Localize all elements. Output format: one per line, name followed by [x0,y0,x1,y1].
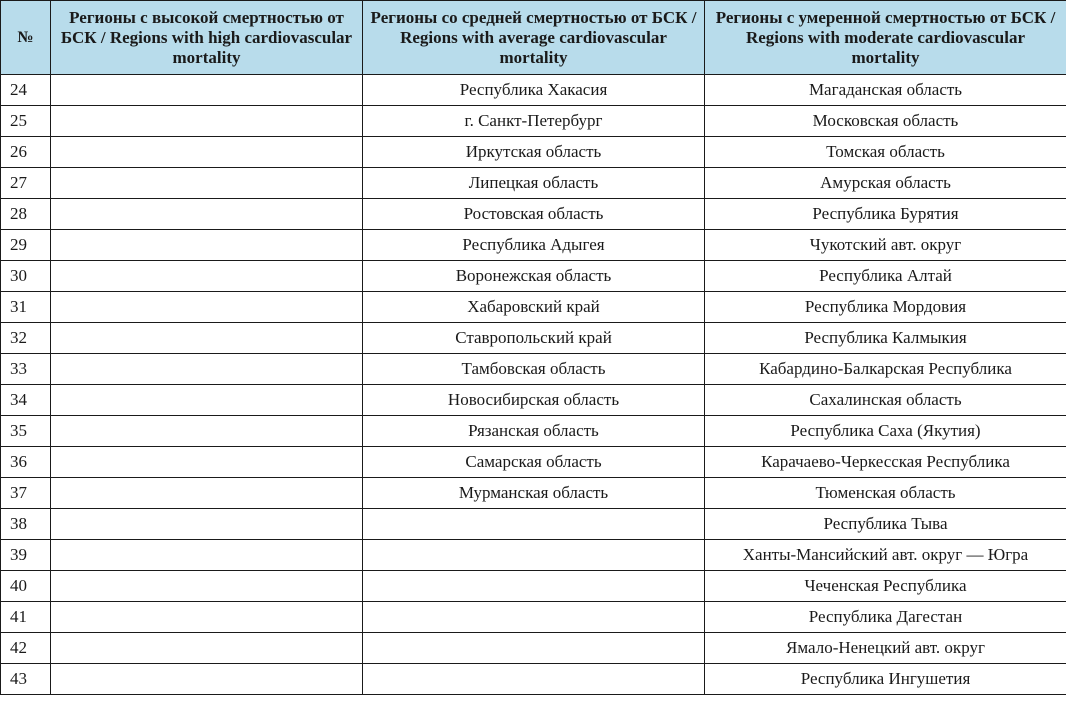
moderate-mortality-cell: Республика Мордовия [705,292,1066,323]
table-row [1,261,1066,292]
row-number-cell: 34 [1,385,51,416]
table-row [1,447,1066,478]
high-mortality-cell [51,602,363,633]
table-row [1,385,1066,416]
average-mortality-cell: Хабаровский край [363,292,705,323]
table-row [1,478,1066,509]
high-mortality-cell [51,137,363,168]
high-mortality-cell [51,447,363,478]
moderate-mortality-cell: Ямало-Ненецкий авт. округ [705,633,1066,664]
row-number-cell: 27 [1,168,51,199]
high-mortality-cell [51,168,363,199]
average-mortality-cell: г. Санкт-Петербург [363,106,705,137]
table-row [1,354,1066,385]
row-number-cell: 35 [1,416,51,447]
average-mortality-cell: Самарская область [363,447,705,478]
moderate-mortality-cell: Амурская область [705,168,1066,199]
high-mortality-cell [51,230,363,261]
table-row [1,540,1066,571]
row-number-cell: 29 [1,230,51,261]
moderate-mortality-cell: Магаданская область [705,75,1066,106]
high-mortality-cell [51,540,363,571]
high-mortality-cell [51,354,363,385]
high-mortality-cell [51,106,363,137]
row-number-cell: 40 [1,571,51,602]
row-number-cell: 33 [1,354,51,385]
row-number-cell: 26 [1,137,51,168]
table-row [1,323,1066,354]
high-mortality-cell [51,664,363,695]
average-mortality-cell [363,602,705,633]
row-number-cell: 31 [1,292,51,323]
high-mortality-cell [51,478,363,509]
average-mortality-cell: Тамбовская область [363,354,705,385]
high-mortality-cell [51,509,363,540]
row-number-cell: 42 [1,633,51,664]
moderate-mortality-cell: Ханты-Мансийский авт. округ — Югра [705,540,1066,571]
average-mortality-cell [363,664,705,695]
high-mortality-cell [51,385,363,416]
moderate-mortality-cell: Республика Калмыкия [705,323,1066,354]
moderate-mortality-cell: Томская область [705,137,1066,168]
moderate-mortality-cell: Республика Дагестан [705,602,1066,633]
average-mortality-cell: Липецкая область [363,168,705,199]
average-mortality-cell: Республика Хакасия [363,75,705,106]
high-mortality-cell [51,416,363,447]
table-row [1,75,1066,106]
table-row [1,106,1066,137]
average-mortality-cell: Рязанская область [363,416,705,447]
high-mortality-cell [51,261,363,292]
row-number-cell: 24 [1,75,51,106]
average-mortality-cell [363,571,705,602]
header-high-mortality: Регионы с высокой смертностью от БСК / Regions with high cardiovascular mortality [51,1,363,75]
row-number-cell: 43 [1,664,51,695]
table-body [1,75,1066,695]
table-row [1,292,1066,323]
moderate-mortality-cell: Республика Саха (Якутия) [705,416,1066,447]
average-mortality-cell: Республика Адыгея [363,230,705,261]
row-number-cell: 36 [1,447,51,478]
high-mortality-cell [51,633,363,664]
header-moderate-mortality: Регионы с умеренной смертностью от БСК / Regions with moderate cardiovascular mortality [705,1,1066,75]
table-row [1,509,1066,540]
high-mortality-cell [51,571,363,602]
table-row [1,199,1066,230]
average-mortality-cell: Воронежская область [363,261,705,292]
header-row [1,1,1066,75]
table-row [1,602,1066,633]
average-mortality-cell: Иркутская область [363,137,705,168]
table-row [1,168,1066,199]
high-mortality-cell [51,323,363,354]
high-mortality-cell [51,292,363,323]
table-row [1,416,1066,447]
high-mortality-cell [51,199,363,230]
header-number: № [1,1,51,75]
row-number-cell: 41 [1,602,51,633]
row-number-cell: 25 [1,106,51,137]
moderate-mortality-cell: Кабардино-Балкарская Республика [705,354,1066,385]
table-row [1,137,1066,168]
high-mortality-cell [51,75,363,106]
header-average-mortality: Регионы со средней смертностью от БСК / Regions with average cardiovascular mortality [363,1,705,75]
average-mortality-cell: Ставропольский край [363,323,705,354]
moderate-mortality-cell: Карачаево-Черкесская Республика [705,447,1066,478]
row-number-cell: 32 [1,323,51,354]
moderate-mortality-cell: Тюменская область [705,478,1066,509]
row-number-cell: 39 [1,540,51,571]
moderate-mortality-cell: Республика Тыва [705,509,1066,540]
moderate-mortality-cell: Республика Ингушетия [705,664,1066,695]
table-row [1,664,1066,695]
average-mortality-cell [363,633,705,664]
average-mortality-cell [363,509,705,540]
moderate-mortality-cell: Сахалинская область [705,385,1066,416]
row-number-cell: 28 [1,199,51,230]
row-number-cell: 37 [1,478,51,509]
moderate-mortality-cell: Чукотский авт. округ [705,230,1066,261]
moderate-mortality-cell: Республика Алтай [705,261,1066,292]
table-row [1,230,1066,261]
average-mortality-cell: Ростовская область [363,199,705,230]
row-number-cell: 30 [1,261,51,292]
table-row [1,571,1066,602]
moderate-mortality-cell: Московская область [705,106,1066,137]
moderate-mortality-cell: Республика Бурятия [705,199,1066,230]
average-mortality-cell [363,540,705,571]
row-number-cell: 38 [1,509,51,540]
average-mortality-cell: Новосибирская область [363,385,705,416]
moderate-mortality-cell: Чеченская Республика [705,571,1066,602]
table-row [1,633,1066,664]
table-header [1,1,1066,75]
average-mortality-cell: Мурманская область [363,478,705,509]
